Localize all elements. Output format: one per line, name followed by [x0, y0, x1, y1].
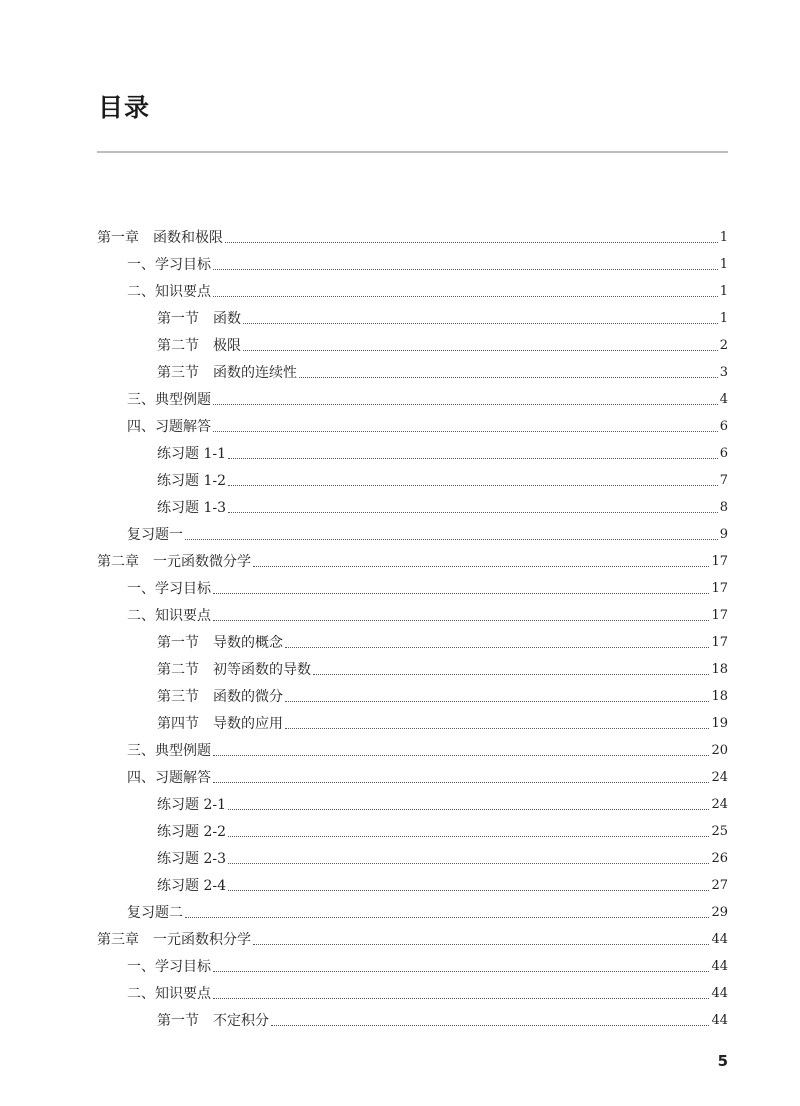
toc-entry-text: 不定积分 [213, 1013, 269, 1029]
dot-leader [253, 565, 709, 567]
toc-page-number: 26 [711, 851, 728, 866]
toc-entry-title [157, 1008, 269, 1034]
toc-entry-title [127, 981, 211, 1007]
toc-page-number: 9 [719, 527, 728, 542]
dot-leader [228, 808, 709, 810]
toc-entry-text: 练习题 2-1 [157, 797, 226, 813]
title-divider [97, 151, 728, 153]
toc-entry-title [157, 468, 226, 494]
toc-entry-title [97, 927, 251, 953]
toc-entry-text: 函数 [213, 311, 241, 327]
toc-chapter-entry[interactable] [97, 549, 728, 575]
toc-subsection-entry[interactable] [157, 630, 728, 656]
toc-page-number: 2 [719, 338, 728, 353]
toc-section-entry[interactable] [127, 738, 728, 764]
toc-entry-label: 第四节 [157, 716, 199, 732]
toc-entry-title [127, 603, 211, 629]
dot-leader [213, 754, 709, 756]
toc-entry-title [157, 495, 226, 521]
dot-leader [228, 457, 718, 459]
toc-page-number: 17 [711, 554, 728, 569]
toc-subsection-entry[interactable] [157, 306, 728, 332]
toc-subsection-entry[interactable] [157, 873, 728, 899]
toc-section-entry[interactable] [127, 252, 728, 278]
toc-page-number: 7 [719, 473, 728, 488]
toc-entry-label: 第一节 [157, 635, 199, 651]
toc-entry-label: 第二节 [157, 338, 199, 354]
toc-entry-title [157, 792, 226, 818]
toc-entry-text: 练习题 2-3 [157, 851, 226, 867]
toc-entry-text: 复习题一 [127, 527, 183, 543]
toc-entry-text: 初等函数的导数 [213, 662, 311, 678]
dot-leader [285, 727, 709, 729]
toc-entry-text: 函数的微分 [213, 689, 283, 705]
toc-entry-label: 第一章 [97, 230, 139, 246]
toc-page-number: 1 [719, 257, 728, 272]
dot-leader [228, 862, 709, 864]
toc-section-entry[interactable] [127, 414, 728, 440]
toc-entry-title [157, 873, 226, 899]
toc-subsection-entry[interactable] [157, 846, 728, 872]
toc-chapter-entry[interactable] [97, 225, 728, 251]
toc-page-number: 44 [711, 932, 728, 947]
toc-subsection-entry[interactable] [157, 684, 728, 710]
dot-leader [228, 835, 709, 837]
dot-leader [299, 376, 718, 378]
toc-entry-label: 第一节 [157, 311, 199, 327]
toc-section-entry[interactable] [127, 900, 728, 926]
toc-section-entry[interactable] [127, 522, 728, 548]
toc-entry-title [97, 225, 223, 251]
toc-page-number: 27 [711, 878, 728, 893]
toc-entry-label: 第一节 [157, 1013, 199, 1029]
dot-leader [285, 700, 709, 702]
toc-entry-label: 第三章 [97, 932, 139, 948]
dot-leader [213, 781, 709, 783]
toc-entry-label: 第二章 [97, 554, 139, 570]
toc-entry-title [127, 414, 211, 440]
toc-subsection-entry[interactable] [157, 792, 728, 818]
dot-leader [285, 646, 709, 648]
toc-entry-title [127, 738, 211, 764]
toc-entry-text: 复习题二 [127, 905, 183, 921]
dot-leader [185, 916, 709, 918]
toc-entry-text: 一、学习目标 [127, 959, 211, 975]
dot-leader [228, 484, 718, 486]
toc-entry-text: 四、习题解答 [127, 419, 211, 435]
toc-chapter-entry[interactable] [97, 927, 728, 953]
toc-section-entry[interactable] [127, 603, 728, 629]
toc-page-number: 18 [711, 689, 728, 704]
toc-subsection-entry[interactable] [157, 495, 728, 521]
toc-entry-label: 第三节 [157, 365, 199, 381]
toc-page-number: 44 [711, 986, 728, 1001]
toc-section-entry[interactable] [127, 954, 728, 980]
toc-entry-text: 三、典型例题 [127, 392, 211, 408]
dot-leader [213, 403, 718, 405]
dot-leader [271, 1024, 709, 1026]
toc-page-number: 24 [711, 770, 728, 785]
toc-entry-title [97, 549, 251, 575]
toc-entry-title [127, 279, 211, 305]
toc-subsection-entry[interactable] [157, 1008, 728, 1034]
toc-page-number: 17 [711, 581, 728, 596]
toc-entry-title [157, 306, 241, 332]
toc-entry-title [157, 333, 241, 359]
toc-entry-title [127, 954, 211, 980]
toc-entry-title [157, 360, 297, 386]
toc-page-number: 44 [711, 1013, 728, 1028]
toc-page-number: 29 [711, 905, 728, 920]
toc-entry-title [157, 846, 226, 872]
toc-page-number: 44 [711, 959, 728, 974]
toc-entry-text: 一、学习目标 [127, 257, 211, 273]
toc-subsection-entry[interactable] [157, 441, 728, 467]
toc-entry-title [127, 900, 183, 926]
toc-entry-title [157, 711, 283, 737]
toc-entry-text: 一元函数积分学 [153, 932, 251, 948]
toc-page-number: 18 [711, 662, 728, 677]
dot-leader [213, 268, 718, 270]
toc-entry-title [157, 684, 283, 710]
toc-entry-title [127, 387, 211, 413]
page-number: 5 [717, 1052, 728, 1070]
toc-page-number: 1 [719, 230, 728, 245]
toc-entry-text: 练习题 1-1 [157, 446, 226, 462]
toc-section-entry[interactable] [127, 387, 728, 413]
toc-entry-text: 练习题 2-4 [157, 878, 226, 894]
toc-page-number: 25 [711, 824, 728, 839]
toc-entry-text: 练习题 1-2 [157, 473, 226, 489]
toc-entry-text: 导数的应用 [213, 716, 283, 732]
toc-page-number: 6 [719, 446, 728, 461]
dot-leader [225, 241, 718, 243]
toc-section-entry[interactable] [127, 981, 728, 1007]
dot-leader [213, 619, 709, 621]
toc-entry-title [157, 441, 226, 467]
toc-entry-text: 导数的概念 [213, 635, 283, 651]
dot-leader [213, 970, 709, 972]
dot-leader [228, 511, 718, 513]
dot-leader [213, 295, 718, 297]
dot-leader [213, 997, 709, 999]
toc-section-entry[interactable] [127, 576, 728, 602]
dot-leader [253, 943, 709, 945]
toc-entry-text: 二、知识要点 [127, 608, 211, 624]
toc-subsection-entry[interactable] [157, 657, 728, 683]
toc-entry-title [157, 630, 283, 656]
dot-leader [213, 592, 709, 594]
toc-page-number: 24 [711, 797, 728, 812]
toc-subsection-entry[interactable] [157, 333, 728, 359]
toc-entry-text: 二、知识要点 [127, 284, 211, 300]
toc-entry-label: 第二节 [157, 662, 199, 678]
toc-page-number: 4 [719, 392, 728, 407]
toc-entry-text: 函数和极限 [153, 230, 223, 246]
toc-page-number: 20 [711, 743, 728, 758]
toc-page-number: 17 [711, 608, 728, 623]
toc-entry-text: 一、学习目标 [127, 581, 211, 597]
toc-section-entry[interactable] [127, 279, 728, 305]
dot-leader [228, 889, 709, 891]
toc-page-number: 19 [711, 716, 728, 731]
toc-entry-title [127, 522, 183, 548]
toc-entry-text: 极限 [213, 338, 241, 354]
toc-subsection-entry[interactable] [157, 468, 728, 494]
toc-entry-text: 练习题 1-3 [157, 500, 226, 516]
toc-page-number: 3 [719, 365, 728, 380]
toc-entry-title [127, 765, 211, 791]
dot-leader [185, 538, 718, 540]
toc-page-number: 1 [719, 311, 728, 326]
toc-subsection-entry[interactable] [157, 711, 728, 737]
toc-entry-text: 四、习题解答 [127, 770, 211, 786]
dot-leader [243, 322, 718, 324]
dot-leader [313, 673, 709, 675]
toc-entry-title [127, 252, 211, 278]
toc-entry-text: 函数的连续性 [213, 365, 297, 381]
page-title: 目录 [98, 93, 151, 122]
toc-page-number: 17 [711, 635, 728, 650]
toc-subsection-entry[interactable] [157, 819, 728, 845]
toc-entry-title [157, 819, 226, 845]
dot-leader [243, 349, 718, 351]
toc-subsection-entry[interactable] [157, 360, 728, 386]
toc-page-number: 6 [719, 419, 728, 434]
toc-section-entry[interactable] [127, 765, 728, 791]
toc-entry-text: 二、知识要点 [127, 986, 211, 1002]
toc-entry-text: 一元函数微分学 [153, 554, 251, 570]
toc-entry-title [157, 657, 311, 683]
toc-entry-text: 练习题 2-2 [157, 824, 226, 840]
toc-entry-text: 三、典型例题 [127, 743, 211, 759]
toc-page-number: 1 [719, 284, 728, 299]
toc-entry-label: 第三节 [157, 689, 199, 705]
dot-leader [213, 430, 718, 432]
toc-entry-title [127, 576, 211, 602]
toc-page-number: 8 [719, 500, 728, 515]
